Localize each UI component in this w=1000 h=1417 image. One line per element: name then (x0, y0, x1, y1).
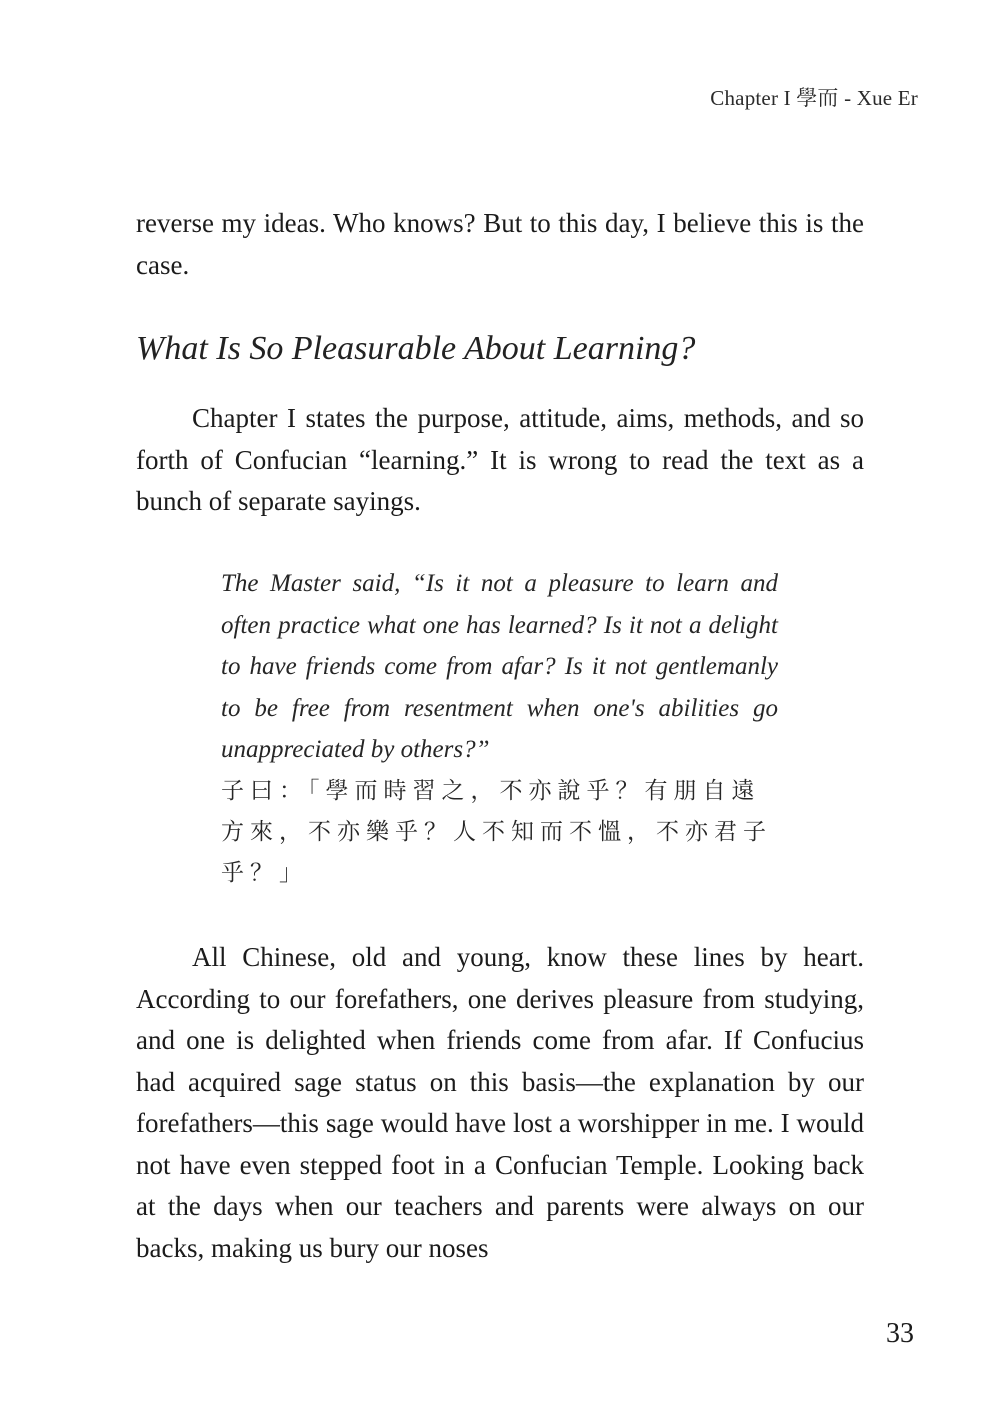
quote-english: The Master said, “Is it not a pleasure to learn and often practice what one has learned? Is it not a delight to have friends come from afar? Is it not gentlemanly to be free from resentment when one's abilities go unappreciated by others?” (221, 570, 778, 763)
running-header: Chapter I 學而 - Xue Er (710, 86, 918, 110)
analects-quote (221, 563, 778, 894)
body-paragraph-2: All Chinese, old and young, know these lines by heart. According to our forefathers, one derives pleasure from studying, and one is delighted when friends come from afar. If Confucius had acquired sage status on this basis—the explanation by our forefathers—this sage would have lost a worshipper in me. I would not have even stepped foot in a Confucian Temple. Looking back at the days when our teachers and parents were always on our backs, making us bury our noses (136, 942, 864, 1263)
quote-chinese: 子曰：「學而時習之，不亦說乎？有朋自遠方來，不亦樂乎？人不知而不慍，不亦君子乎？」 (221, 777, 772, 886)
section-heading: What Is So Pleasurable About Learning? (136, 330, 696, 367)
intro-paragraph: reverse my ideas. Who knows? But to this day, I believe this is the case. (136, 208, 864, 280)
body-paragraph-1: Chapter I states the purpose, attitude, aims, methods, and so forth of Confucian “learning.” It is wrong to read the text as a bunch of separate sayings. (136, 403, 864, 516)
page-number: 33 (886, 1318, 914, 1349)
